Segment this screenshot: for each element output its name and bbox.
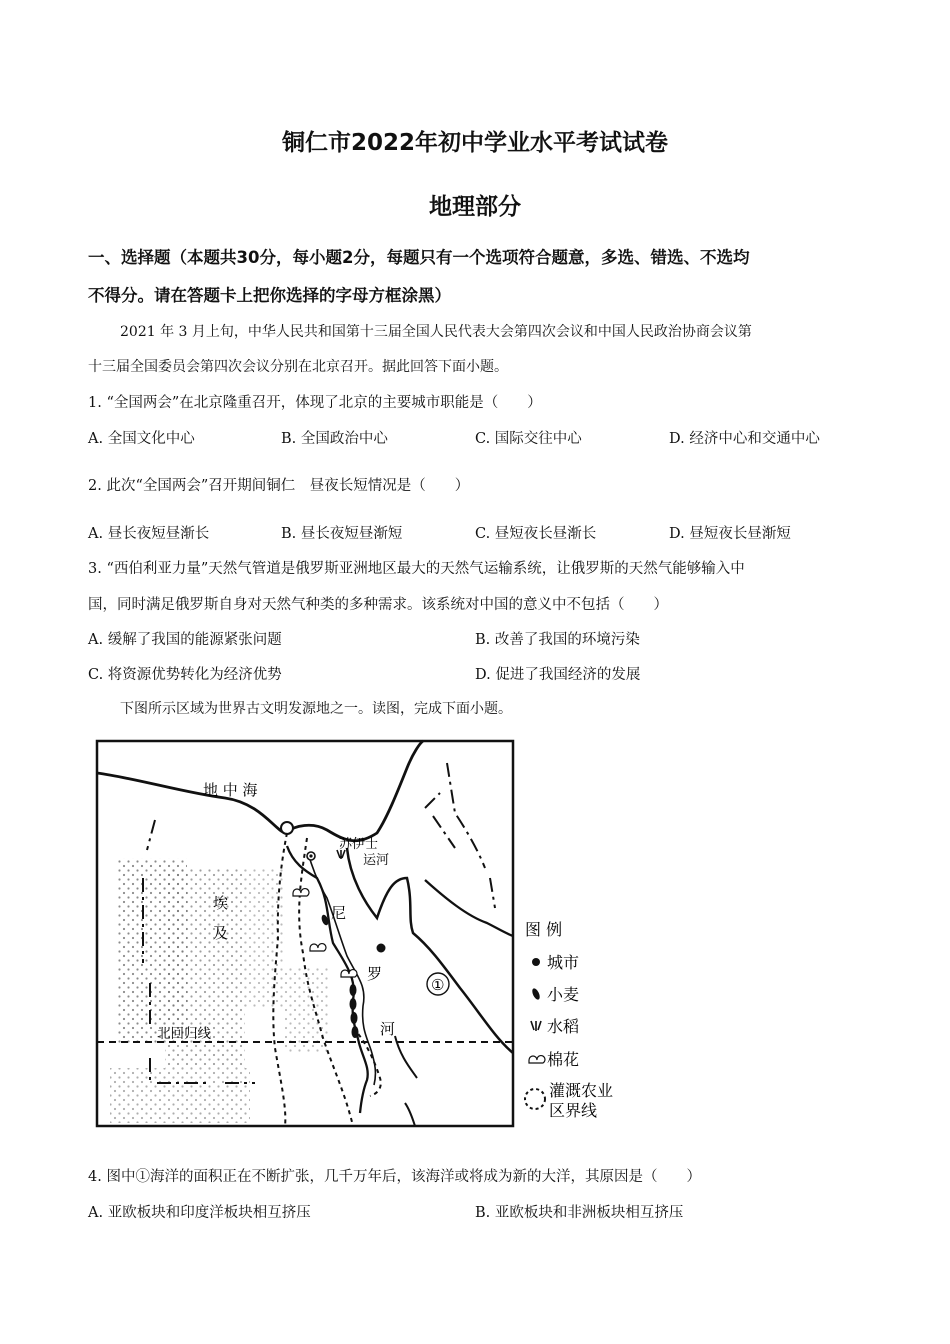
nile-region-map: [95, 738, 655, 1148]
question-3-option-b: B. 改善了我国的环境污染: [475, 632, 640, 648]
question-3-stem-line1: 3. “西伯利亚力量”天然气管道是俄罗斯亚洲地区最大的天然气运输系统，让俄罗斯的天然气能够输入中: [88, 561, 745, 577]
question-4-option-a: A. 亚欧板块和印度洋板块相互挤压: [88, 1205, 311, 1221]
wheat-marker: [350, 998, 357, 1010]
legend-rice: 水稻: [547, 1017, 580, 1036]
circle-one-label: ①: [431, 976, 445, 994]
delta-city-marker: [281, 822, 293, 834]
mediterranean-label: 地 中 海: [203, 781, 258, 799]
page-title: 铜仁市2022年初中学业水平考试试卷: [281, 130, 668, 156]
section-heading-line2: 不得分。请在答题卡上把你选择的字母方框涂黑）: [88, 286, 451, 305]
question-1-stem: 1. “全国两会”在北京隆重召开，体现了北京的主要城市职能是（ ）: [88, 395, 542, 411]
question-4-stem: 4. 图中①海洋的面积正在不断扩张，几千万年后，该海洋或将成为新的大洋，其原因是（ ）: [88, 1169, 701, 1185]
section-heading-line1: 一、选择题（本题共30分，每小题2分，每题只有一个选项符合题意，多选、错选、不选均: [88, 248, 750, 267]
desert-zone: [285, 968, 330, 1053]
legend-title: 图 例: [525, 920, 563, 939]
question-1-option-d: D. 经济中心和交通中心: [669, 431, 820, 447]
nile-label-3: 河: [380, 1020, 396, 1038]
wheat-marker: [350, 984, 357, 996]
city-marker: [377, 944, 386, 953]
intro-paragraph-line2: 十三届全国委员会第四次会议分别在北京召开。据此回答下面小题。: [88, 359, 508, 375]
nile-label-1: 尼: [331, 904, 347, 922]
legend-city: 城市: [547, 953, 580, 972]
wheat-marker: [352, 1026, 359, 1038]
question-1-option-c: C. 国际交往中心: [475, 431, 582, 447]
legend-rice-icon: [531, 1021, 541, 1031]
question-2-option-d: D. 昼短夜长昼渐短: [669, 526, 791, 542]
question-3-option-a: A. 缓解了我国的能源紧张问题: [88, 632, 282, 648]
page-subtitle: 地理部分: [429, 194, 521, 220]
intro-paragraph-line1: 2021 年 3 月上旬，中华人民共和国第十三届全国人民代表大会第四次会议和中国人民政治协商会议第: [120, 324, 752, 340]
question-2-stem: 2. 此次“全国两会”召开期间铜仁 昼夜长短情况是（ ）: [88, 478, 470, 494]
legend-boundary-icon: [525, 1089, 545, 1109]
egypt-label-2: 及: [213, 924, 229, 942]
question-1-option-b: B. 全国政治中心: [281, 431, 388, 447]
tropic-label: 北回归线: [157, 1026, 211, 1042]
legend-wheat-icon: [531, 987, 542, 1000]
suez-canal-label-2: 运河: [363, 853, 390, 868]
map-intro: 下图所示区域为世界古文明发源地之一。读图，完成下面小题。: [120, 701, 512, 717]
wheat-marker: [351, 1012, 358, 1024]
question-2-option-c: C. 昼短夜长昼渐长: [475, 526, 597, 542]
legend-cotton-icon: [529, 1056, 545, 1063]
suez-canal-label-1: 苏伊士: [339, 837, 379, 852]
legend-wheat: 小麦: [547, 985, 580, 1004]
legend-cotton: 棉花: [547, 1050, 580, 1069]
egypt-label-1: 埃: [213, 894, 229, 912]
nile-label-2: 罗: [367, 965, 383, 983]
question-2-option-b: B. 昼长夜短昼渐短: [281, 526, 403, 542]
legend-boundary-2: 区界线: [549, 1101, 598, 1120]
question-1-option-a: A. 全国文化中心: [88, 431, 195, 447]
desert-zone: [110, 1068, 250, 1123]
legend-city-icon: [532, 958, 540, 966]
question-3-option-c: C. 将资源优势转化为经济优势: [88, 667, 282, 683]
question-2-option-a: A. 昼长夜短昼渐长: [88, 526, 210, 542]
legend-boundary-1: 灌溉农业: [549, 1081, 614, 1100]
question-4-option-b: B. 亚欧板块和非洲板块相互挤压: [475, 1205, 684, 1221]
city-marker: [309, 854, 312, 857]
question-3-option-d: D. 促进了我国经济的发展: [475, 667, 641, 683]
question-3-stem-line2: 国，同时满足俄罗斯自身对天然气种类的多种需求。该系统对中国的意义中不包括（ ）: [88, 597, 668, 613]
